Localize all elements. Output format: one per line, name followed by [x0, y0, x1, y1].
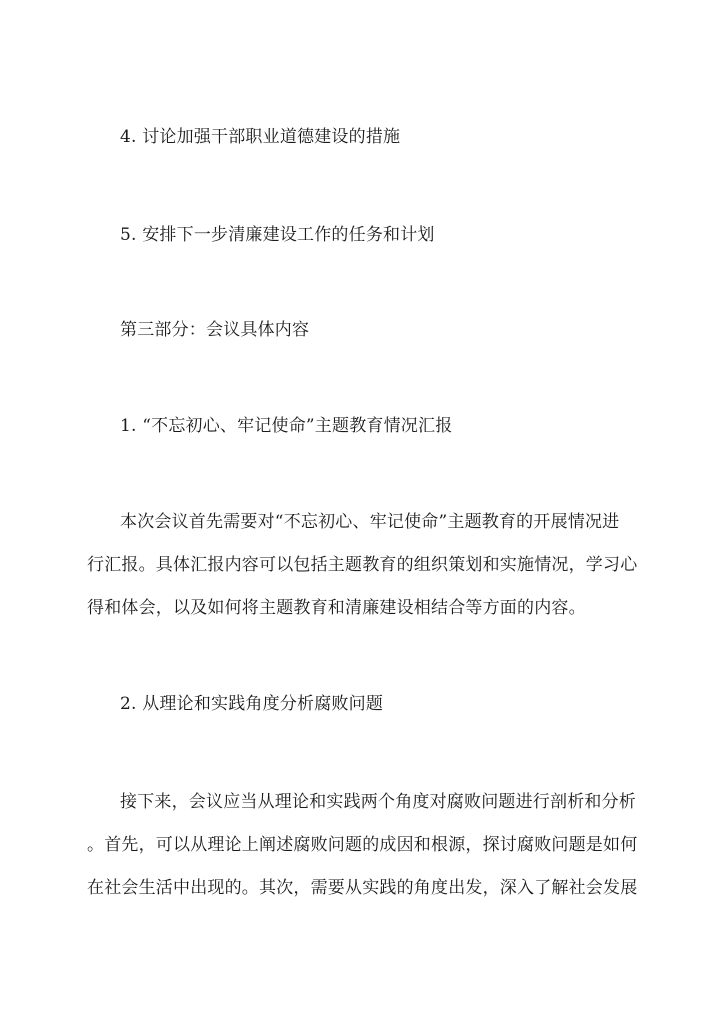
- paragraph-1-line-2: 行汇报。具体汇报内容可以包括主题教育的组织策划和实施情况，学习心: [87, 555, 638, 575]
- subheading-2: 2. 从理论和实践角度分析腐败问题: [120, 694, 384, 714]
- paragraph-2-line-1: 接下来，会议应当从理论和实践两个角度对腐败问题进行剖析和分析: [120, 792, 636, 812]
- paragraph-1-line-3: 得和体会，以及如何将主题教育和清廉建设相结合等方面的内容。: [87, 598, 586, 618]
- paragraph-1-line-1: 本次会议首先需要对“不忘初心、牢记使命”主题教育的开展情况进: [120, 512, 620, 532]
- paragraph-2-line-3: 在社会生活中出现的。其次，需要从实践的角度出发，深入了解社会发展: [87, 878, 638, 898]
- agenda-item-5: 5. 安排下一步清廉建设工作的任务和计划: [120, 225, 435, 245]
- subheading-1: 1. “不忘初心、牢记使命”主题教育情况汇报: [120, 416, 453, 436]
- agenda-item-4: 4. 讨论加强干部职业道德建设的措施: [120, 127, 401, 147]
- paragraph-2-line-2: 。首先，可以从理论上阐述腐败问题的成因和根源，探讨腐败问题是如何: [87, 835, 638, 855]
- section-heading-part3: 第三部分：会议具体内容: [120, 320, 310, 340]
